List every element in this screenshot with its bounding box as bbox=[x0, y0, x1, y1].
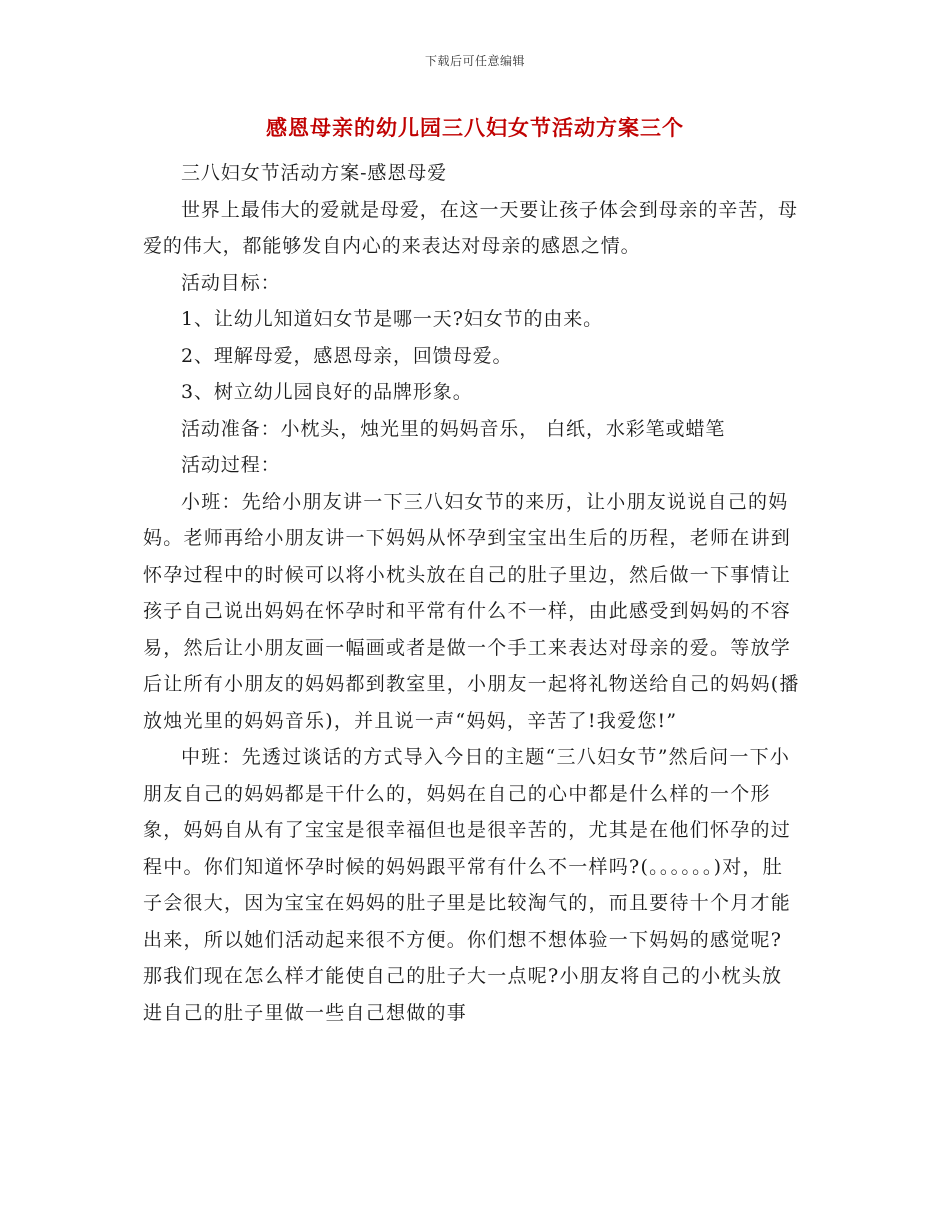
goals-heading: 活动目标： bbox=[181, 271, 281, 294]
preparation-line: 活动准备：小枕头，烛光里的妈妈音乐， 白纸，水彩笔或蜡笔 bbox=[181, 417, 726, 440]
document-title: 感恩母亲的幼儿园三八妇女节活动方案三个 bbox=[266, 115, 684, 140]
goal-item-3: 3、树立幼儿园良好的品牌形象。 bbox=[181, 381, 473, 403]
header-note: 下载后可任意编辑 bbox=[424, 54, 525, 68]
section-heading: 三八妇女节活动方案-感恩母爱 bbox=[181, 162, 448, 184]
intro-paragraph: 世界上最伟大的爱就是母爱，在这一天要让孩子体会到母亲的辛苦，母爱的伟大，都能够发自内心的来表达对母亲的感恩之情。 bbox=[143, 198, 798, 257]
document-body bbox=[143, 155, 800, 1031]
goal-item-1: 1、让幼儿知道妇女节是哪一天?妇女节的由来。 bbox=[181, 308, 604, 330]
middle-class-paragraph: 中班：先透过谈话的方式导入今日的主题“三八妇女节”然后问一下小朋友自己的妈妈都是干什么的，妈妈在自己的心中都是什么样的一个形象，妈妈自从有了宝宝是很幸福但也是很辛苦的，尤其是在他们怀孕的过程中。你们知道怀孕时候的妈妈跟平常有什么不一样吗?(。。。。。。)对，肚子会很大，因为宝宝在妈妈的肚子里是比较淘气的，而且要待十个月才能出来，所以她们活动起来很不方便。你们想不想体验一下妈妈的感觉呢?那我们现在怎么样才能使自己的肚子大一点呢?小朋友将自己的小枕头放进自己的肚子里做一些自己想做的事 bbox=[143, 746, 792, 1024]
small-class-paragraph: 小班：先给小朋友讲一下三八妇女节的来历，让小朋友说说自己的妈妈。老师再给小朋友讲一下妈妈从怀孕到宝宝出生后的历程，老师在讲到怀孕过程中的时候可以将小枕头放在自己的肚子里边，然后做一下事情让孩子自己说出妈妈在怀孕时和平常有什么不一样，由此感受到妈妈的不容易，然后让小朋友画一幅画或者是做一个手工来表达对母亲的爱。等放学后让所有小朋友的妈妈都到教室里，小朋友一起将礼物送给自己的妈妈(播放烛光里的妈妈音乐)，并且说一声“妈妈，辛苦了!我爱您!” bbox=[143, 490, 800, 732]
goal-item-2: 2、理解母爱，感恩母亲，回馈母爱。 bbox=[181, 344, 513, 367]
process-heading: 活动过程： bbox=[181, 454, 281, 476]
